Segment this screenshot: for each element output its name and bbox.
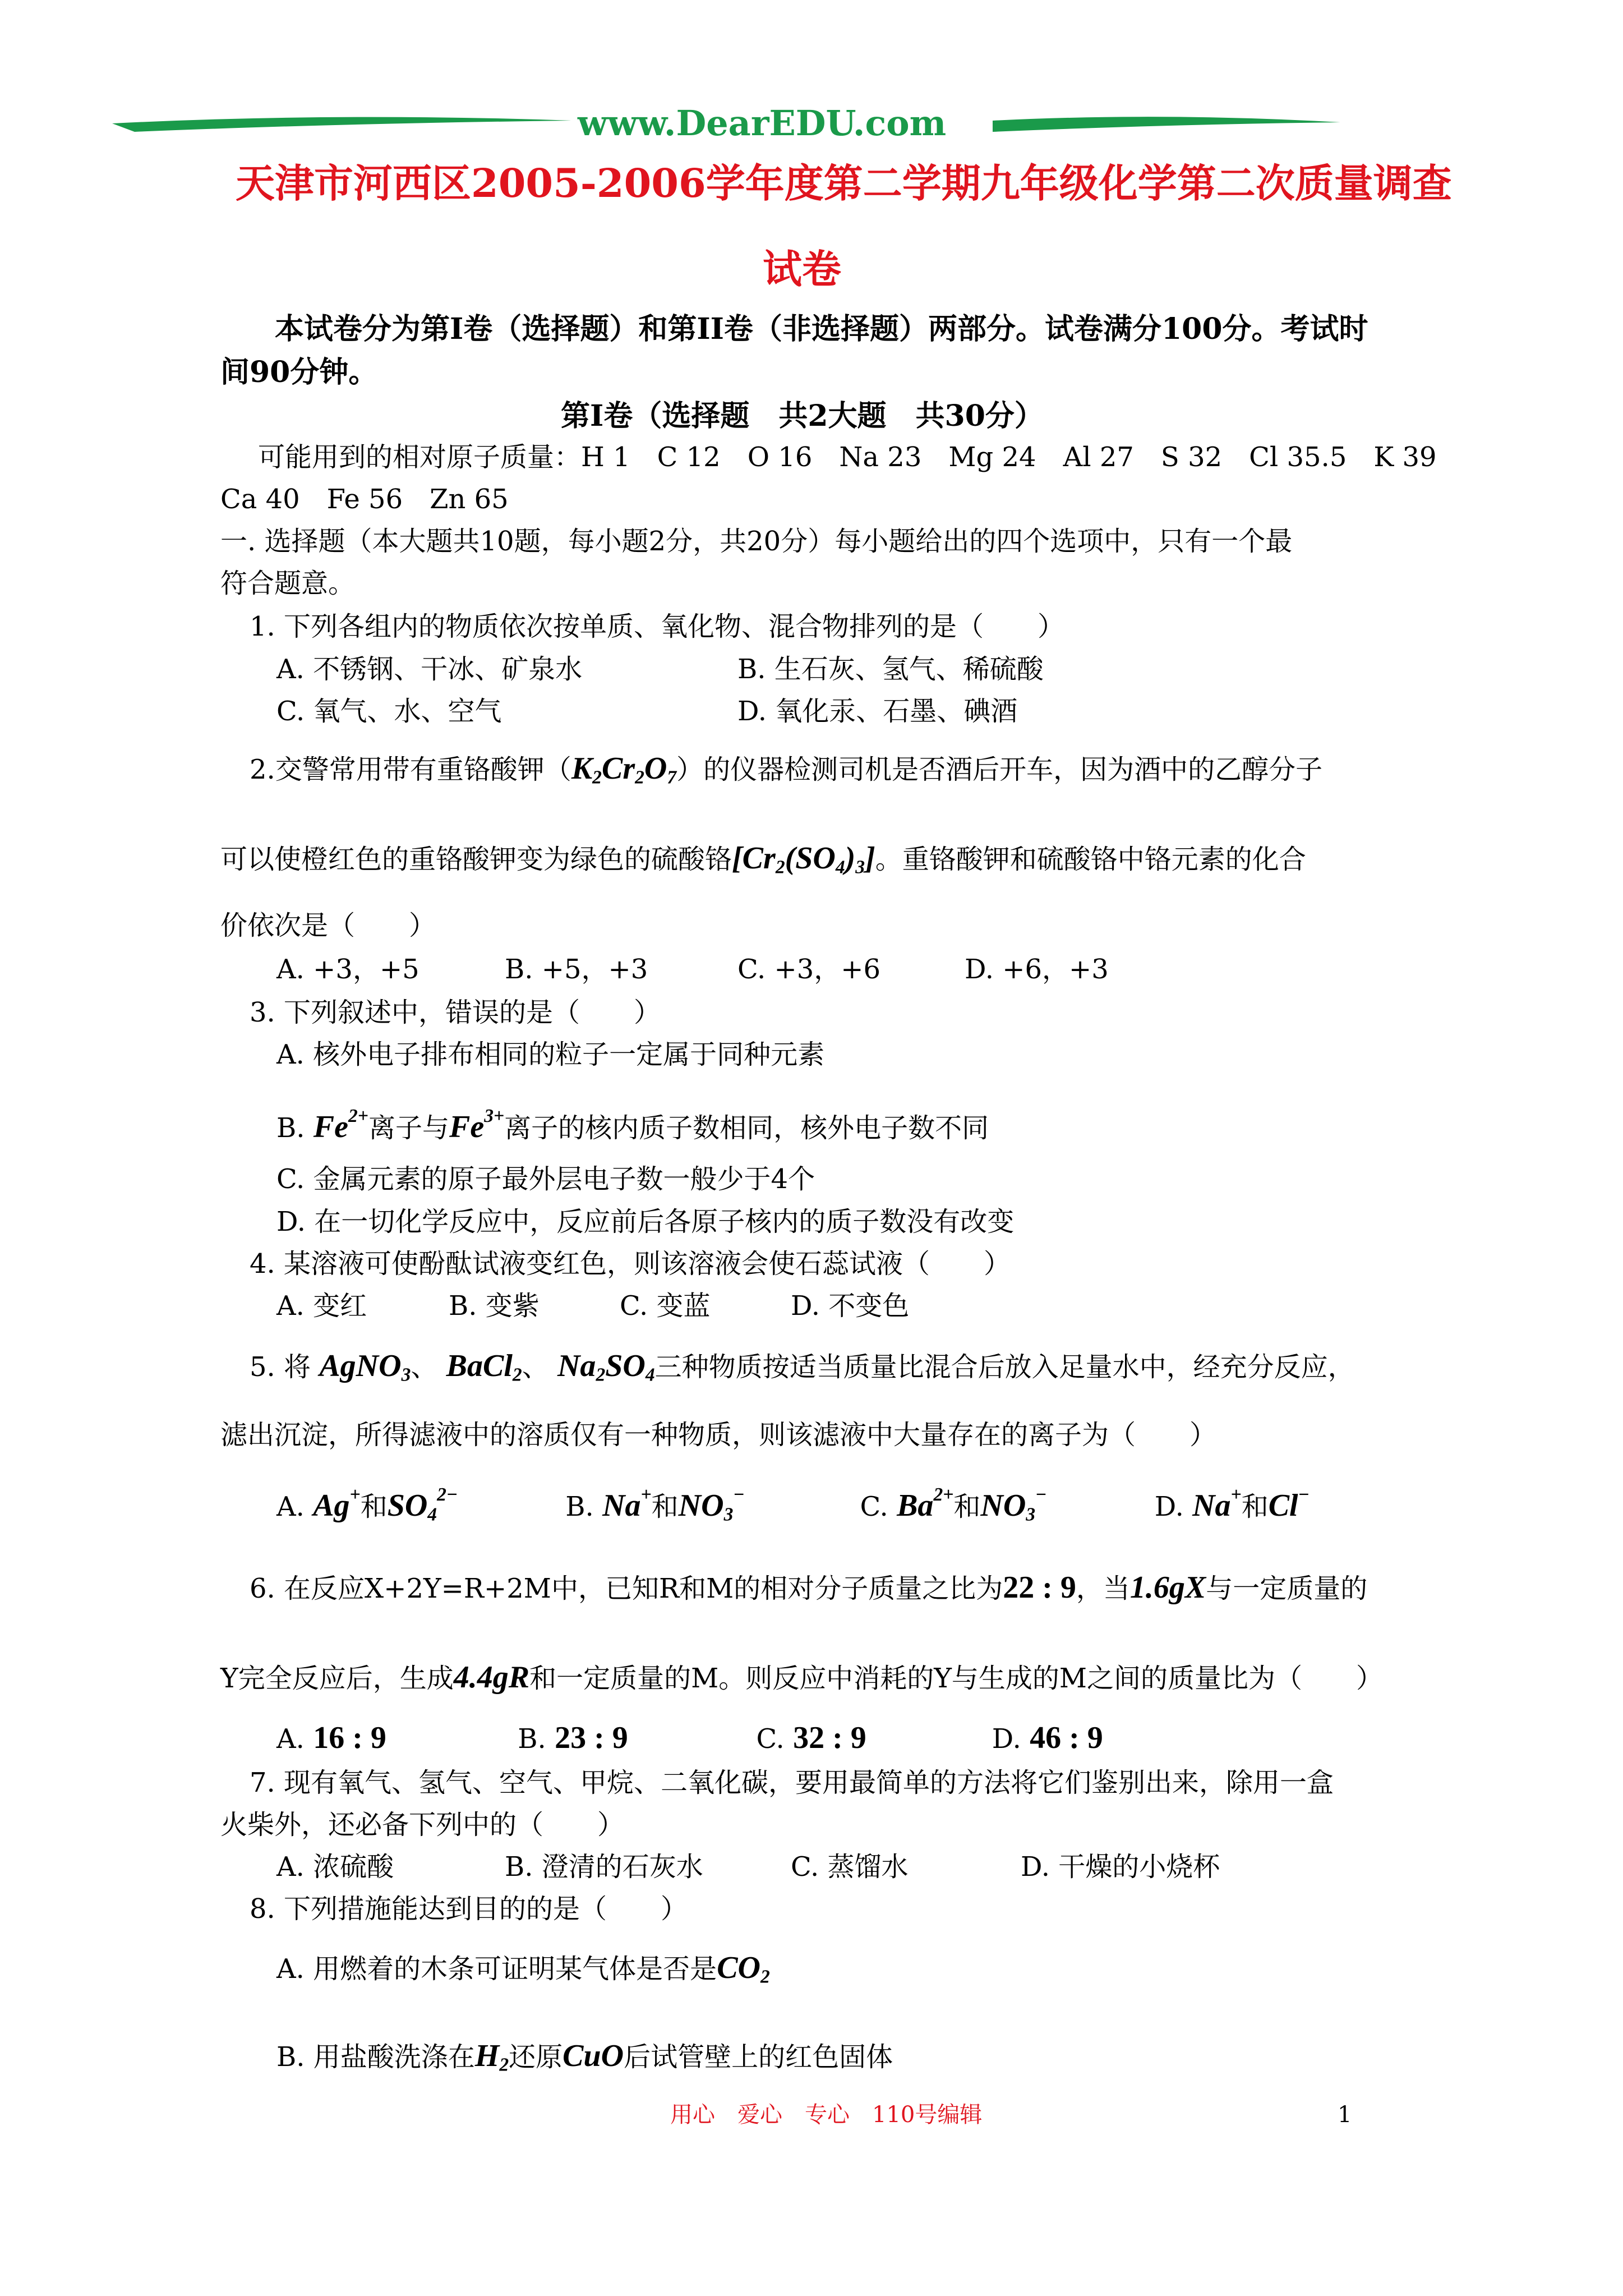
- banner-swoosh-right: [993, 107, 1340, 146]
- question-1-option-a: A. 不锈钢、干冰、矿泉水: [276, 654, 583, 685]
- question-8-option-a-text: A. 用燃着的木条可证明某气体是否是: [276, 1953, 717, 1985]
- section-heading: 第Ⅰ卷（选择题 共2大题 共30分）: [561, 399, 1044, 433]
- question-8-option-b: [276, 2039, 893, 2082]
- question-8-stem: 8. 下列措施能达到目的的是（ ）: [250, 1893, 688, 1925]
- question-2-line3: 价依次是（ ）: [220, 910, 436, 941]
- mass-x: 1.6gX: [1129, 1570, 1206, 1605]
- question-2-option-c: C. +3，+6: [737, 954, 881, 985]
- question-5-text-b: 三种物质按适当质量比混合后放入足量水中，经充分反应，: [654, 1351, 1355, 1383]
- question-3-option-b: [276, 1099, 989, 1145]
- question-5-option-c: [860, 1478, 1146, 1531]
- question-8-option-b-text-a: B. 用盐酸洗涤在: [276, 2041, 475, 2073]
- atomic-masses-line2: Ca 40 Fe 56 Zn 65: [220, 484, 509, 515]
- question-6-line2: [220, 1660, 1383, 1695]
- question-3-option-c: C. 金属元素的原子最外层电子数一般少于4个: [276, 1163, 815, 1195]
- question-3-stem: 3. 下列叙述中，错误的是（ ）: [250, 997, 661, 1028]
- question-5-option-a-label: A.: [276, 1490, 305, 1522]
- question-6-option-d-label: D.: [992, 1723, 1021, 1755]
- formula-potassium-dichromate: $K_2Cr_2O_7$: [571, 751, 677, 788]
- question-2-text-b: ）的仪器检测司机是否酒后开车，因为酒中的乙醇分子: [676, 754, 1323, 785]
- question-2-text-d: 。重铬酸钾和硫酸铬中铬元素的化合: [875, 844, 1306, 875]
- question-7-option-b: B. 澄清的石灰水: [505, 1851, 703, 1883]
- intro-line2: 间90分钟。: [220, 355, 378, 389]
- formula-sulfate-ion: $SO_4^{2-}$: [387, 1484, 458, 1525]
- formula-nitrate-ion: $NO_3^-$: [678, 1484, 745, 1525]
- question-5-option-a-and: 和: [360, 1490, 388, 1522]
- question-6-option-a-value: 16 : 9: [313, 1720, 386, 1755]
- question-6-option-a: [276, 1721, 509, 1756]
- formula-silver-nitrate: AgNO$_3$: [319, 1349, 411, 1386]
- mass-r: 4.4gR: [453, 1660, 530, 1695]
- question-6-line1: [250, 1571, 1367, 1605]
- question-6-option-d-value: 46 : 9: [1030, 1720, 1103, 1755]
- question-6-option-c-label: C.: [756, 1723, 785, 1755]
- formula-sodium-ion: Na+: [602, 1484, 652, 1523]
- formula-barium-ion: $Ba^{2+}$: [897, 1484, 954, 1523]
- question-3-option-b-label: B.: [276, 1112, 305, 1144]
- ratio-r-m: 22 : 9: [1003, 1570, 1076, 1605]
- question-5-option-b-label: B.: [565, 1490, 594, 1522]
- question-6-option-b-label: B.: [518, 1723, 546, 1755]
- part-instructions-line2: 符合题意。: [220, 568, 356, 599]
- formula-chloride-ion: Cl−: [1268, 1484, 1310, 1523]
- question-2-text-c: 可以使橙红色的重铬酸钾变为绿色的硫酸铬: [220, 844, 732, 875]
- question-3-option-d: D. 在一切化学反应中，反应前后各原子核内的质子数没有改变: [276, 1206, 1015, 1237]
- question-6-text-d: Y完全反应后，生成: [220, 1663, 454, 1694]
- question-8-option-a: [276, 1951, 770, 1994]
- question-6-option-c: [757, 1721, 984, 1756]
- question-6-text-e: 和一定质量的M。则反应中消耗的Y与生成的M之间的质量比为（ ）: [529, 1663, 1384, 1694]
- question-6-options: [276, 1721, 1454, 1756]
- question-7-option-c: C. 蒸馏水: [791, 1851, 909, 1883]
- question-7-option-a: A. 浓硫酸: [276, 1851, 394, 1883]
- question-3-option-a: A. 核外电子排布相同的粒子一定属于同种元素: [276, 1039, 825, 1070]
- question-5-separator-b: 、: [522, 1351, 549, 1383]
- question-2-line2: [220, 841, 1306, 884]
- question-4-option-a: A. 变红: [276, 1290, 367, 1322]
- question-2-option-a: A. +3，+5: [276, 954, 419, 985]
- question-6-option-b-value: 23 : 9: [555, 1720, 628, 1755]
- question-5-separator-a: 、: [411, 1351, 438, 1383]
- question-2-line1: [250, 752, 1322, 794]
- question-5-options: [276, 1478, 1510, 1531]
- question-5-option-b: [565, 1478, 851, 1531]
- page-title: 天津市河西区2005-2006学年度第二学期九年级化学第二次质量调查: [236, 160, 1452, 206]
- question-1-stem: 1. 下列各组内的物质依次按单质、氧化物、混合物排列的是（ ）: [250, 611, 1065, 642]
- page-title-line2: 试卷: [763, 246, 841, 292]
- question-5-line1: [250, 1349, 1355, 1392]
- question-4-option-d: D. 不变色: [791, 1290, 910, 1322]
- question-5-option-a: [276, 1478, 557, 1531]
- question-7-line2: 火柴外，还必备下列中的（ ）: [220, 1809, 625, 1841]
- question-2-text-a: 2.交警常用带有重铬酸钾（: [250, 754, 571, 785]
- question-3-option-b-text-a: 离子与: [368, 1112, 449, 1144]
- question-6-option-d: [992, 1721, 1103, 1756]
- question-4-stem: 4. 某溶液可使酚酞试液变红色，则该溶液会使石蕊试液（ ）: [250, 1248, 1011, 1280]
- formula-barium-chloride: BaCl$_2$: [446, 1349, 522, 1386]
- question-4-option-c: C. 变蓝: [620, 1290, 711, 1322]
- question-5-option-d: [1155, 1478, 1310, 1524]
- question-6-text-a: 6. 在反应X+2Y=R+2M中，已知R和M的相对分子质量之比为: [250, 1573, 1003, 1604]
- question-2-option-b: B. +5，+3: [505, 954, 648, 985]
- question-6-option-b: [518, 1721, 748, 1756]
- header-banner: [112, 101, 1312, 151]
- formula-fe2-ion: $Fe^{2+}$: [313, 1106, 368, 1144]
- formula-carbon-dioxide: $CO_2$: [717, 1950, 770, 1987]
- formula-silver-ion: Ag+: [313, 1484, 361, 1523]
- banner-swoosh-left: [112, 107, 572, 146]
- site-logo-text: www.DearEDU.com: [578, 103, 947, 144]
- question-1-option-d: D. 氧化汞、石墨、碘酒: [737, 696, 1018, 727]
- question-8-option-b-text-c: 后试管壁上的红色固体: [624, 2041, 893, 2073]
- formula-copper-oxide: CuO: [562, 2039, 624, 2073]
- formula-sodium-ion-d: Na+: [1192, 1484, 1242, 1523]
- part-instructions-line1: 一. 选择题（本大题共10题，每小题2分，共20分）每小题给出的四个选项中，只有一个最: [220, 526, 1293, 557]
- question-3-option-b-text-b: 离子的核内质子数相同，核外电子数不同: [504, 1112, 989, 1144]
- question-5-line2: 滤出沉淀，所得滤液中的溶质仅有一种物质，则该滤液中大量存在的离子为（ ）: [220, 1419, 1217, 1451]
- formula-fe3-ion: $Fe^{3+}$: [449, 1106, 505, 1144]
- question-5-text-a: 5. 将: [250, 1351, 311, 1383]
- question-8-option-b-text-b: 还原: [509, 2041, 563, 2073]
- question-5-option-b-and: 和: [651, 1490, 679, 1522]
- question-1-option-c: C. 氧气、水、空气: [276, 696, 502, 727]
- question-7-line1: 7. 现有氧气、氢气、空气、甲烷、二氧化碳，要用最简单的方法将它们鉴别出来，除用一盒: [250, 1767, 1334, 1798]
- footer-text: 用心 爱心 专心 110号编辑: [670, 2102, 983, 2128]
- question-7-option-d: D. 干燥的小烧杯: [1021, 1851, 1220, 1883]
- formula-nitrate-ion-c: $NO_3^-$: [980, 1484, 1047, 1525]
- question-5-option-c-and: 和: [953, 1490, 981, 1522]
- atomic-masses-line1: 可能用到的相对原子质量：H 1 C 12 O 16 Na 23 Mg 24 Al 27 S 32 Cl 35.5 K 39: [258, 441, 1437, 473]
- intro-line1: 本试卷分为第Ⅰ卷（选择题）和第II卷（非选择题）两部分。试卷满分100分。考试时: [275, 312, 1368, 346]
- question-4-option-b: B. 变紫: [449, 1290, 540, 1322]
- formula-sodium-sulfate: $Na_2SO_4$: [557, 1349, 655, 1386]
- question-6-text-b: ，当: [1076, 1573, 1130, 1604]
- question-6-text-c: 与一定质量的: [1206, 1573, 1368, 1604]
- question-6-option-c-value: 32 : 9: [793, 1720, 866, 1755]
- question-5-option-c-label: C.: [860, 1490, 888, 1522]
- formula-hydrogen: $H_2$: [474, 2039, 509, 2076]
- formula-chromium-sulfate: $[Cr_2(SO_4)_3]$: [732, 841, 875, 878]
- question-2-option-d: D. +6，+3: [965, 954, 1109, 985]
- question-5-option-d-label: D.: [1154, 1490, 1184, 1522]
- page-number: 1: [1338, 2102, 1352, 2128]
- question-1-option-b: B. 生石灰、氢气、稀硫酸: [737, 654, 1044, 685]
- question-5-option-d-and: 和: [1241, 1490, 1269, 1522]
- question-6-option-a-label: A.: [276, 1723, 305, 1755]
